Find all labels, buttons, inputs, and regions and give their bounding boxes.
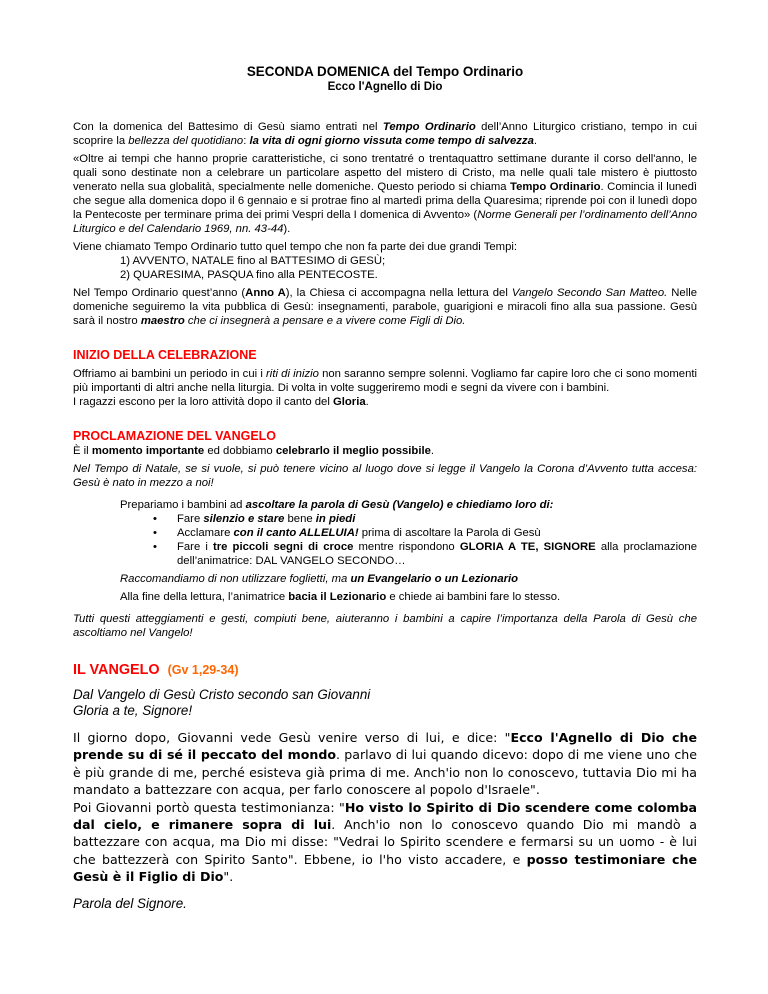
page-title: SECONDA DOMENICA del Tempo Ordinario bbox=[246, 64, 524, 79]
bullet-icon: • bbox=[153, 541, 157, 553]
proclamazione-paragraph-6: Tutti questi atteggiamenti e gesti, compiuti bene, aiuteranno i bambini a capire l’importanza della Parola di Gesù che ascoltiamo nel Vangelo! bbox=[73, 613, 697, 639]
intro-list-item-2: 2) QUARESIMA, PASQUA fino alla PENTECOSTE. bbox=[120, 269, 378, 281]
proclamazione-paragraph-4: Raccomandiamo di non utilizzare foglietti, ma un Evangelario o un Lezionario bbox=[120, 573, 519, 585]
list-item: • Fare i tre piccoli segni di croce mentre rispondono GLORIA A TE, SIGNORE alla proclamazione dell’animatrice: DAL VANGELO SECONDO… bbox=[153, 541, 698, 567]
intro-paragraph-4: Nel Tempo Ordinario quest’anno (Anno A), la Chiesa ci accompagna nella lettura del Vangelo Secondo San Matteo. Nelle domeniche seguiremo la vita pubblica di Gesù: insegnamenti, parabole, guarigioni e miracoli fino alla sua passione. Gesù sarà il nostro maestro che ci insegnerà a pensare e a vivere come Figli di Dio. bbox=[73, 287, 698, 327]
gospel-closing: Parola del Signore. bbox=[73, 895, 187, 911]
proclamazione-paragraph-2: Nel Tempo di Natale, se si vuole, si può tenere vicino al luogo dove si legge il Vangelo la Corona d’Avvento tutta accesa: Gesù è nato in mezzo a noi! bbox=[73, 463, 697, 489]
gospel-intro-line-1: Dal Vangelo di Gesù Cristo secondo san Giovanni bbox=[73, 687, 371, 702]
intro-paragraph-1: Con la domenica del Battesimo di Gesù siamo entrati nel Tempo Ordinario dell’Anno Liturgico cristiano, tempo in cui scoprire la bellezza del quotidiano: la vita di ogni giorno vissuta come tempo di salvezza. bbox=[73, 121, 697, 147]
bullet-icon: • bbox=[153, 513, 157, 525]
proclamazione-paragraph-1: È il momento importante ed dobbiamo celebrarlo il meglio possibile. bbox=[73, 445, 435, 457]
section-heading-vangelo: IL VANGELO (Gv 1,29-34) bbox=[73, 662, 239, 678]
section-heading-inizio: INIZIO DELLA CELEBRAZIONE bbox=[73, 348, 257, 362]
document-body bbox=[73, 64, 697, 912]
intro-paragraph-2: «Oltre ai tempi che hanno proprie caratteristiche, ci sono trentatré o trentaquattro settimane durante il corso dell'anno, le quali sono destinate non a celebrare un particolare aspetto del mistero di Cristo, ma nelle quali tale mistero è piuttosto venerato nella sua globalità, specialmente nelle domeniche. Questo periodo si chiama Tempo Ordinario. Comincia il lunedì che segue alla domenica dopo il 6 gennaio e si protrae fino al martedì prima della Quaresima; riprende poi con il lunedì dopo la Pentecoste per terminare prima dei primi Vespri della I domenica di Avvento» (Norme Generali per l’ordinamento dell’Anno Liturgico e del Calendario 1969, nn. 43-44). bbox=[73, 153, 697, 235]
gospel-paragraph-2: Poi Giovanni portò questa testimonianza: "Ho visto lo Spirito di Dio scendere come colomba dal cielo, e rimanere sopra di lui. Anch'io non lo conoscevo quando Dio mi mandò a battezzare con acqua, ma Dio mi disse: "Vedrai lo Spirito scendere e fermarsi su un uomo - è lui che battezzerà con Spirito Santo". Ebbene, io l'ho visto accadere, e posso testimoniare che Gesù è il Figlio di Dio". bbox=[73, 799, 697, 885]
gospel-paragraph-1: Il giorno dopo, Giovanni vede Gesù venire verso di lui, e dice: "Ecco l'Agnello di Dio che prende su di sé il peccato del mondo. parlavo di lui quando dicevo: dopo di me viene uno che è più grande di me, perché esisteva già prima di me. Anch'io non lo conoscevo, tuttavia Dio mi ha mandato a battezzare con acqua, per farlo conoscere al popolo d'Israele". bbox=[73, 730, 697, 798]
list-item: • Acclamare con il canto ALLELUIA! prima di ascoltare la Parola di Gesù bbox=[153, 527, 541, 539]
gospel-reference: (Gv 1,29-34) bbox=[167, 663, 239, 677]
inizio-paragraph-1: Offriamo ai bambini un periodo in cui i riti di inizio non saranno sempre solenni. Vogliamo far capire loro che ci sono momenti più importanti di altri anche nella liturgia. Di volta in volte suggeriremo modi e segni da vivere con i bambini. bbox=[73, 368, 697, 394]
page-subtitle: Ecco l'Agnello di Dio bbox=[327, 80, 443, 93]
proclamazione-paragraph-5: Alla fine della lettura, l’animatrice bacia il Lezionario e chiede ai bambini fare lo stesso. bbox=[120, 591, 561, 603]
list-item: • Fare silenzio e stare bene in piedi bbox=[153, 513, 356, 525]
bullet-list bbox=[120, 512, 697, 568]
inizio-paragraph-2: I ragazzi escono per la loro attività dopo il canto del Gloria. bbox=[73, 396, 369, 408]
section-heading-proclamazione: PROCLAMAZIONE DEL VANGELO bbox=[73, 429, 277, 443]
bullet-icon: • bbox=[153, 527, 157, 539]
proclamazione-paragraph-3: Prepariamo i bambini ad ascoltare la parola di Gesù (Vangelo) e chiediamo loro di: bbox=[120, 499, 554, 511]
intro-paragraph-3: Viene chiamato Tempo Ordinario tutto quel tempo che non fa parte dei due grandi Tempi: bbox=[73, 241, 517, 253]
intro-list-item-1: 1) AVVENTO, NATALE fino al BATTESIMO di GESÙ; bbox=[120, 255, 386, 267]
proclamazione-instructions bbox=[73, 498, 697, 604]
gospel-intro-line-2: Gloria a te, Signore! bbox=[73, 703, 193, 718]
